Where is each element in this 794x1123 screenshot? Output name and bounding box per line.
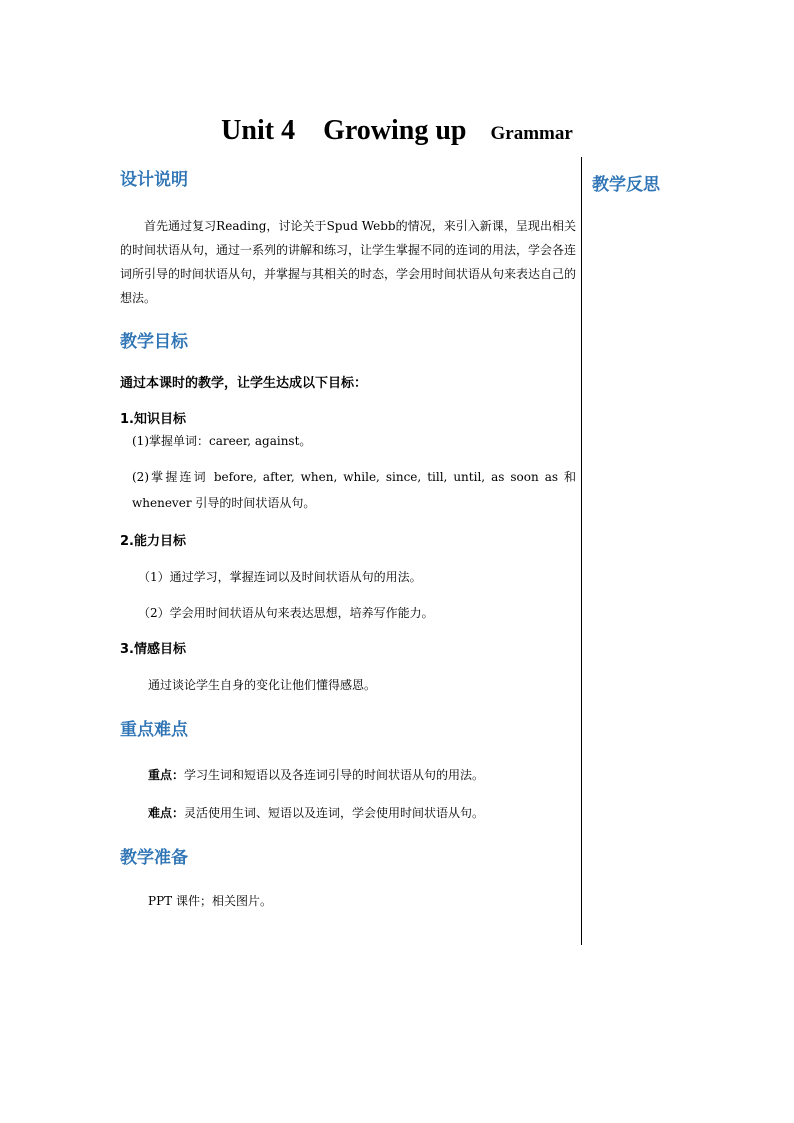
difficult-point-line	[120, 802, 576, 824]
main-column	[120, 168, 576, 912]
emotion-item: 通过谈论学生自身的变化让他们懂得感恩。	[148, 678, 377, 692]
title-main: Unit 4 Growing up	[221, 115, 467, 146]
column-divider	[581, 157, 582, 945]
preparation-heading: 教学准备	[120, 848, 188, 868]
ability-item: （1）通过学习，掌握连词以及时间状语从句的用法。	[138, 570, 422, 584]
design-heading: 设计说明	[120, 170, 188, 190]
ability-item: （2）学会用时间状语从句来表达思想，培养写作能力。	[138, 606, 434, 620]
objectives-intro: 通过本课时的教学，让学生达成以下目标：	[120, 376, 368, 391]
key-point-line	[120, 764, 576, 786]
key-label: 重点：	[148, 768, 185, 782]
difficult-text: 灵活使用生词、短语以及连词，学会使用时间状语从句。	[184, 806, 485, 820]
knowledge-item: (1)掌握单词：career, against。	[132, 434, 312, 448]
key-text: 学习生词和短语以及各连词引导的时间状语从句的用法。	[184, 768, 485, 782]
knowledge-item: (2)掌握连词 before, after, when, while, since, till, until, as soon as 和 whenever 引导的时间状语从句。	[132, 470, 576, 510]
design-text: 首先通过复习Reading，讨论关于Spud Webb的情况，来引入新课，呈现出相关的时间状语从句，通过一系列的讲解和练习，让学生掌握不同的连词的用法，学会各连词所引导的时间状语从句，并掌握与其相关的时态，学会用时间状语从句来表达自己的想法。	[120, 219, 577, 305]
preparation-text: PPT 课件；相关图片。	[148, 894, 272, 908]
reflection-heading: 教学反思	[592, 175, 660, 195]
page-title	[0, 108, 794, 148]
ability-heading: 2.能力目标	[120, 534, 186, 549]
title-sub: Grammar	[490, 123, 573, 144]
objectives-heading: 教学目标	[120, 332, 188, 352]
difficult-label: 难点：	[148, 806, 185, 820]
knowledge-heading: 1.知识目标	[120, 412, 186, 427]
emotion-heading: 3.情感目标	[120, 642, 186, 657]
key-points-heading: 重点难点	[120, 720, 188, 740]
